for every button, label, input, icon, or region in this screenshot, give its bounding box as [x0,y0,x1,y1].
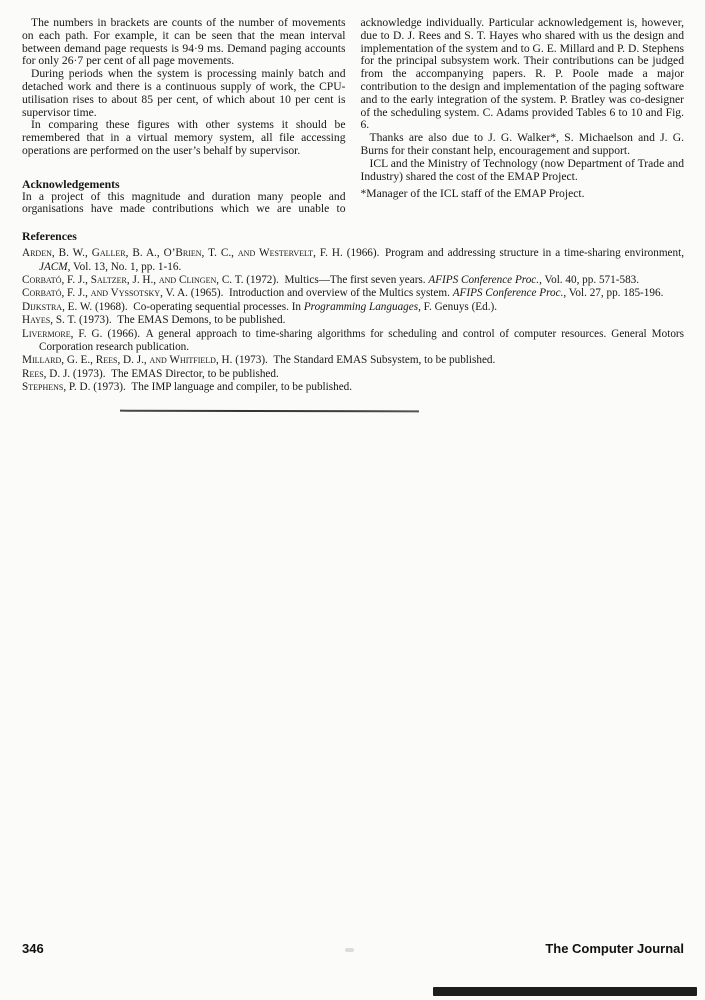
paragraph: The numbers in brackets are counts of the number of movements on each path. For example, it can be seen that the mean interval between demand page requests is 94·9 ms. Demand paging accounts for only 26·7 per cent of all page movements. [22,16,346,68]
journal-title: The Computer Journal [545,941,684,956]
page-content [22,17,684,395]
reference-entry: Arden, B. W., Galler, B. A., O’Brien, T. C., and Westervelt, F. H. (1966). Program and addressing structure in a time-sharing environment, JACM, Vol. 13, No. 1, pp. 1-16. [22,247,685,273]
reference-entry: Hayes, S. T. (1973). The EMAS Demons, to be published. [22,314,286,327]
reference-entry: Stephens, P. D. (1973). The IMP language and compiler, to be published. [22,381,353,394]
left-column [22,17,346,216]
two-column-text [22,17,684,216]
reference-entry: Livermore, F. G. (1966). A general approach to time-sharing algorithms for scheduling and control of computer resources. General Motors Corporation research publication. [22,327,684,353]
page-number: 346 [22,941,44,956]
paragraph: In comparing these figures with other systems it should be remembered that in a virtual memory system, all file accessing operations are performed on the user’s behalf by supervisor. [22,118,346,157]
scan-artifact-line [120,410,419,413]
references-heading: References [22,229,77,244]
paragraph: During periods when the system is processing mainly batch and detached work and there is a continuous supply of work, the CPU-utilisation rises to about 85 per cent, of which about 10 per cent is supervisor time. [22,67,346,119]
right-column-paragraphs [361,17,685,183]
reference-entry: Dijkstra, E. W. (1968). Co-operating sequential processes. In Programming Languages, F. Genuys (Ed.). [22,300,498,313]
paragraph: ICL and the Ministry of Technology (now Department of Trade and Industry) shared the cost of the EMAP Project. [360,156,684,183]
acknowledgements-text: In a project of this magnitude and duration many people and organisations have made contributions which we are unable to [22,189,346,216]
acknowledgements-heading: Acknowledgements [22,176,120,191]
reference-entry: Corbató, F. J., Saltzer, J. H., and Clingen, C. T. (1972). Multics—The first seven years. AFIPS Conference Proc., Vol. 40, pp. 571-583. [22,273,640,286]
reference-entry: Corbató, F. J., and Vyssotsky, V. A. (1965). Introduction and overview of the Multics system. AFIPS Conference Proc., Vol. 27, pp. 185-196. [22,287,664,300]
references-section [22,230,684,394]
scan-artifact-bar [433,987,697,996]
paragraph: Thanks are also due to J. G. Walker*, S. Michaelson and J. G. Burns for their constant help, encouragement and support. [360,131,684,157]
reference-entry: Rees, D. J. (1973). The EMAS Director, to be published. [22,367,279,380]
right-column [361,17,685,216]
reference-entry: Millard, G. E., Rees, D. J., and Whitfield, H. (1973). The Standard EMAS Subsystem, to be published. [22,354,496,367]
page-footer [22,941,684,956]
paragraph: acknowledge individually. Particular acknowledgement is, however, due to D. J. Rees and S. T. Hayes who shared with us the design and implementation of the system and to G. E. Millard and P. D. Stephens for the principal subsystem work. Their contributions can be judged from the accompanying papers. R. P. Poole made a major contribution to the design and implementation of the paging software and to the early integration of the system. P. Bratley was co-designer of the scheduling system. C. Adams provided Tables 6 to 10 and Fig. 6. [360,16,684,132]
references-list [22,247,684,394]
footnote: *Manager of the ICL staff of the EMAP Project. [360,187,585,201]
left-column-paragraphs [22,17,346,158]
